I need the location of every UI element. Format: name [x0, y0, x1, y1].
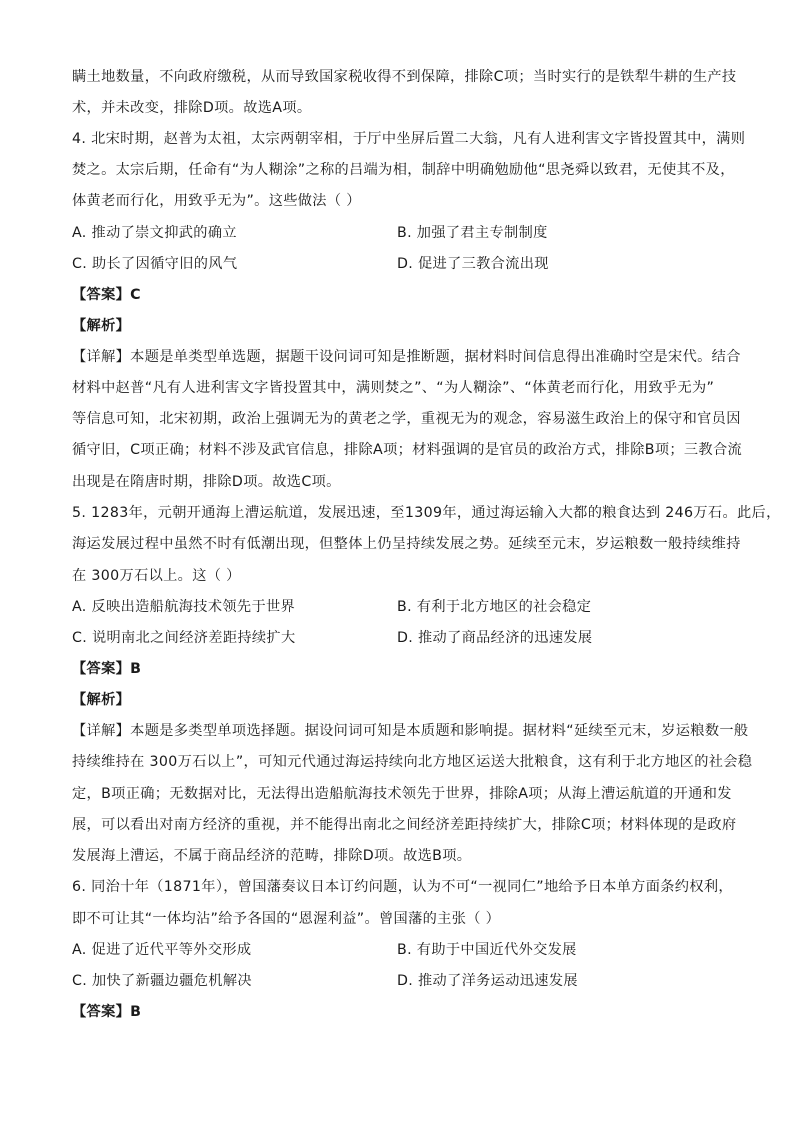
- question-4-stem: 体黄老而行化，用致乎无为”。这些做法（ ）: [72, 193, 361, 209]
- question-6-stem: 6. 同治十年（1871年），曾国藩奏议日本订约问题，认为不可“一视同仁”地给予日本单方面条约权利，: [72, 879, 733, 895]
- q5-analysis-heading: 【解析】: [72, 692, 131, 708]
- q5-explanation: 定，B项正确；无数据对比，无法得出造船航海技术领先于世界，排除A项；从海上漕运航道的开通和发: [72, 786, 732, 802]
- q6-answer: 【答案】B: [72, 1004, 142, 1020]
- q6-option-b: B. 有助于中国近代外交发展: [397, 942, 577, 958]
- question-4-stem: 4. 北宋时期，赵普为太祖，太宗两朝宰相，于厅中坐屏后置二大翁，凡有人进利害文字皆投置其中，满则: [72, 131, 746, 147]
- question-5-stem: 海运发展过程中虽然不时有低潮出现，但整体上仍呈持续发展之势。延续至元末，岁运粮数一般持续维持: [72, 536, 741, 552]
- text-line: 瞒土地数量，不向政府缴税，从而导致国家税收得不到保障，排除C项；当时实行的是铁犁牛耕的生产技: [72, 69, 737, 85]
- q5-answer: 【答案】B: [72, 661, 142, 677]
- question-4-stem: 焚之。太宗后期，任命有“为人糊涂”之称的吕端为相，制辞中明确勉励他“思尧舜以致君，无使其不及，: [72, 162, 735, 178]
- q5-option-c: C. 说明南北之间经济差距持续扩大: [72, 630, 296, 646]
- q5-option-a: A. 反映出造船航海技术领先于世界: [72, 599, 296, 615]
- q5-explanation: 持续维持在 300万石以上”，可知元代通过海运持续向北方地区运送大批粮食，这有利于北方地区的社会稳: [72, 754, 753, 770]
- q6-option-c: C. 加快了新疆边疆危机解决: [72, 973, 252, 989]
- question-5-stem: 在 300万石以上。这（ ）: [72, 568, 241, 584]
- q4-option-c: C. 助长了因循守旧的风气: [72, 256, 238, 272]
- q5-option-d: D. 推动了商品经济的迅速发展: [397, 630, 593, 646]
- q4-explanation: 等信息可知，北宋初期，政治上强调无为的黄老之学，重视无为的观念，容易滋生政治上的保守和官员因: [72, 411, 741, 427]
- question-6-stem: 即不可让其“一体均沾”给予各国的“恩渥利益”。曾国藩的主张（ ）: [72, 911, 501, 927]
- q4-option-b: B. 加强了君主专制制度: [397, 225, 548, 241]
- q5-option-b: B. 有利于北方地区的社会稳定: [397, 599, 592, 615]
- q4-explanation: 出现是在隋唐时期，排除D项。故选C项。: [72, 474, 341, 490]
- q4-explanation: 循守旧，C项正确；材料不涉及武官信息，排除A项；材料强调的是官员的政治方式，排除B项；三教合流: [72, 442, 743, 458]
- q4-explanation: 【详解】本题是单类型单选题，据题干设问词可知是推断题，据材料时间信息得出准确时空是宋代。结合: [72, 349, 741, 365]
- text-line: 术，并未改变，排除D项。故选A项。: [72, 100, 312, 116]
- q4-answer: 【答案】C: [72, 287, 141, 303]
- q5-explanation: 展，可以看出对南方经济的重视，并不能得出南北之间经济差距持续扩大，排除C项；材料体现的是政府: [72, 817, 737, 833]
- question-5-stem: 5. 1283年，元朝开通海上漕运航道，发展迅速，至1309年，通过海运输入大都的粮食达到 246万石。此后，: [72, 505, 781, 521]
- q6-option-a: A. 促进了近代平等外交形成: [72, 942, 252, 958]
- q4-explanation: 材料中赵普“凡有人进利害文字皆投置其中，满则焚之”、“为人糊涂”、“体黄老而行化，用致乎无为”: [72, 380, 715, 396]
- q4-option-a: A. 推动了崇文抑武的确立: [72, 225, 237, 241]
- q5-explanation: 发展海上漕运，不属于商品经济的范畴，排除D项。故选B项。: [72, 848, 472, 864]
- q6-option-d: D. 推动了洋务运动迅速发展: [397, 973, 578, 989]
- q5-explanation: 【详解】本题是多类型单项选择题。据设问词可知是本质题和影响提。据材料“延续至元末，岁运粮数一般: [72, 723, 749, 739]
- q4-analysis-heading: 【解析】: [72, 318, 131, 334]
- q4-option-d: D. 促进了三教合流出现: [397, 256, 549, 272]
